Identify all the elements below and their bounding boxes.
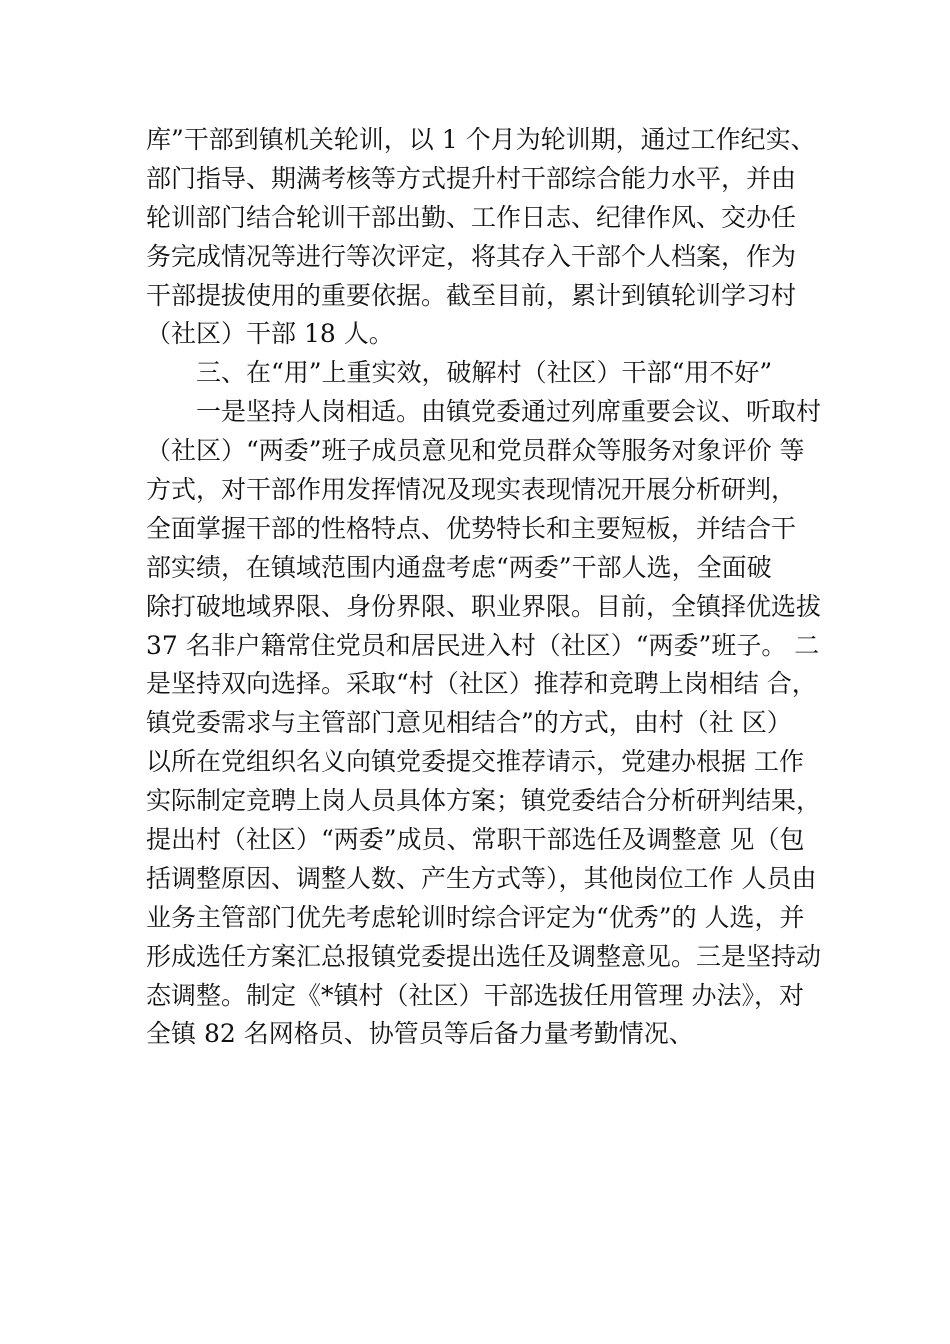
text-line: 业务主管部门优先考虑轮训时综合评定为“优秀”的 人选，并 (146, 902, 805, 932)
text-line: （社区）干部 18 人。 (146, 319, 394, 349)
text-line: 库”干部到镇机关轮训，以 1 个月为轮训期，通过工作纪实、 (146, 125, 816, 154)
text-line: 一是坚持人岗相适。由镇党委通过列席重要会议、听取村 (196, 397, 822, 427)
text-line: 部实绩，在镇域范围内通盘考虑“两委”干部人选，全面破 (146, 552, 772, 582)
text-line: 镇党委需求与主管部门意见相结合”的方式，由村（社 区） (146, 708, 792, 738)
text-line: 全镇 82 名网格员、协管员等后备力量考勤情况、 (146, 1019, 694, 1049)
text-line: 除打破地域界限、身份界限、职业界限。目前，全镇择优选拔 (146, 591, 822, 621)
text-line: （社区）“两委”班子成员意见和党员群众等服务对象评价 等 (146, 436, 805, 466)
text-line: 务完成情况等进行等次评定，将其存入干部个人档案，作为 (146, 241, 797, 271)
text-line: 轮训部门结合轮训干部出勤、工作日志、纪律作风、交办任 (146, 202, 797, 232)
text-line: 态调整。制定《*镇村（社区）干部选拔任用管理 办法》，对 (146, 980, 804, 1010)
text-line: 实际制定竞聘上岗人员具体方案；镇党委结合分析研判结果， (146, 786, 822, 816)
body-text (146, 121, 846, 1054)
section-heading: 三、在“用”上重实效，破解村（社区）干部“用不好” (196, 358, 773, 388)
text-line: 提出村（社区）“两委”成员、常职干部选任及调整意 见（包 (146, 825, 805, 855)
text-line: 37 名非户籍常住党员和居民进入村（社区）“两委”班子。 二 (146, 630, 820, 660)
text-line: 干部提拔使用的重要依据。截至目前，累计到镇轮训学习村 (146, 280, 797, 310)
text-line: 部门指导、期满考核等方式提升村干部综合能力水平，并由 (146, 163, 797, 193)
text-line: 括调整原因、调整人数、产生方式等），其他岗位工作 人员由 (146, 863, 817, 893)
text-line: 是坚持双向选择。采取“村（社区）推荐和竞聘上岗相结 合， (146, 669, 817, 699)
text-line: 形成选任方案汇总报镇党委提出选任及调整意见。三是坚持动 (146, 941, 822, 971)
text-line: 方式，对干部作用发挥情况及现实表现情况开展分析研判， (146, 475, 797, 505)
text-line: 全面掌握干部的性格特点、优势特长和主要短板，并结合干 (146, 513, 797, 543)
text-line: 以所在党组织名义向镇党委提交推荐请示，党建办根据 工作 (146, 747, 804, 777)
